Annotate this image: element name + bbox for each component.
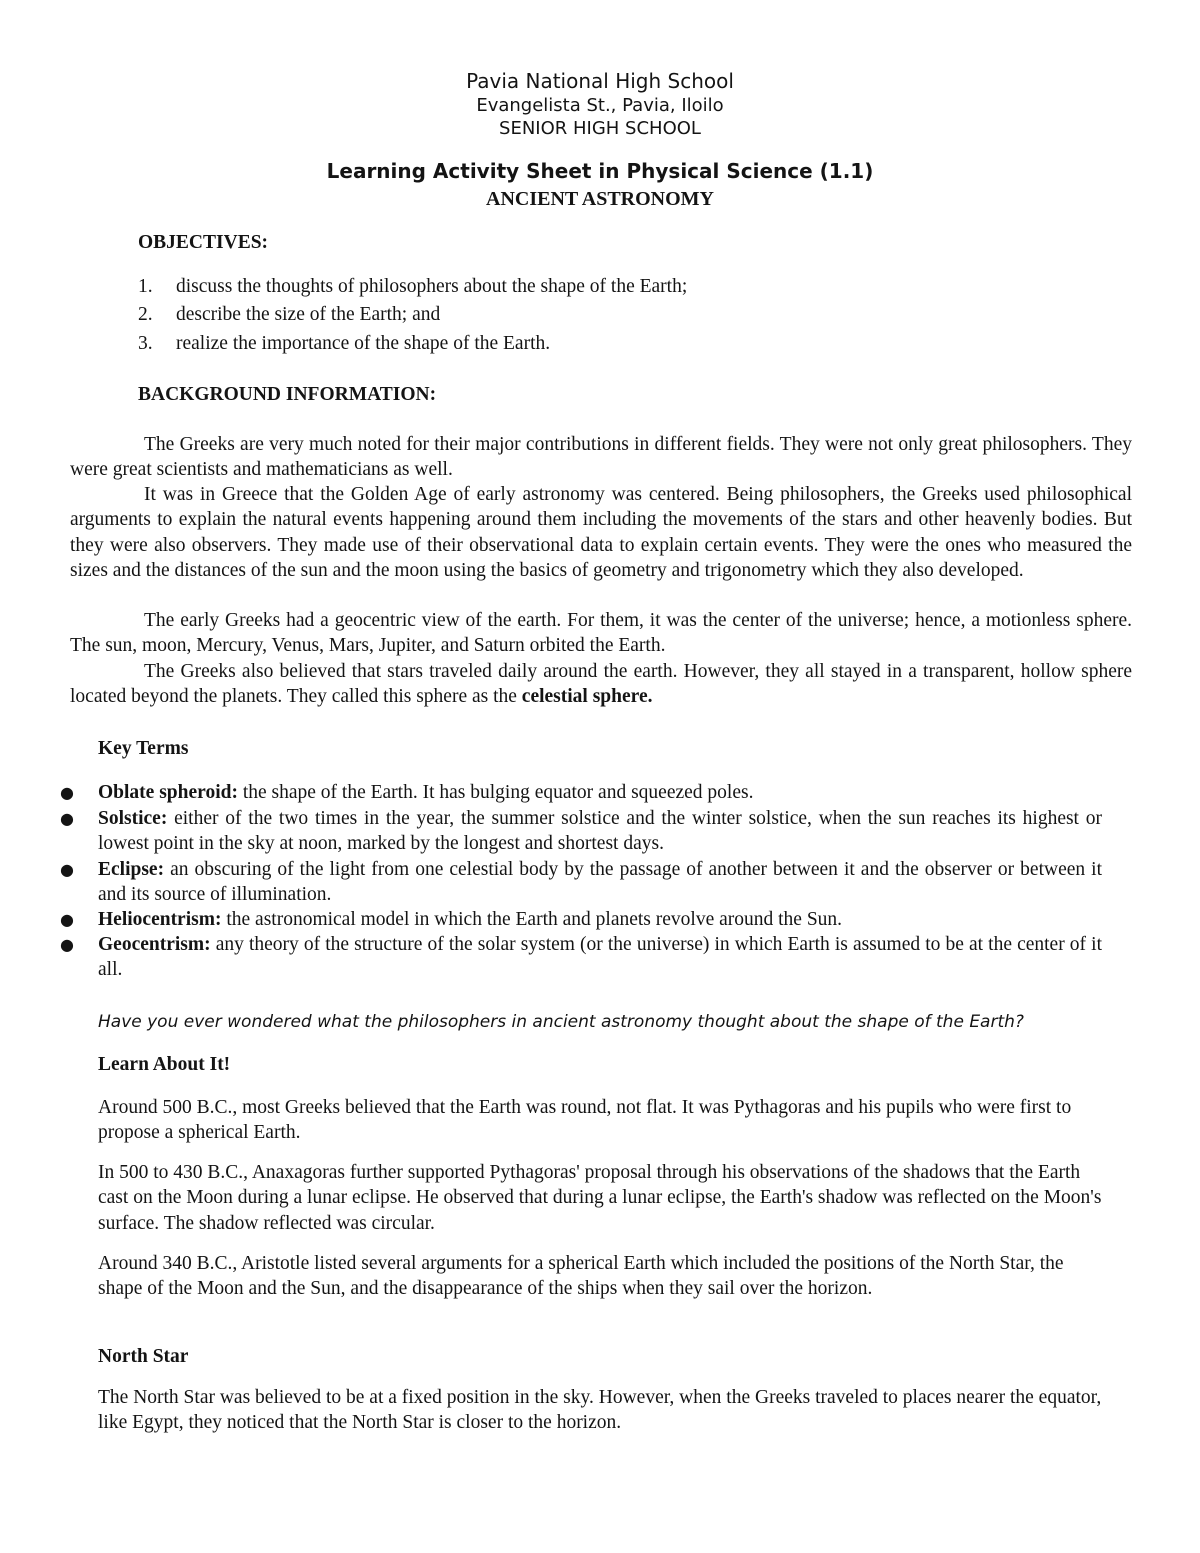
- background-heading: BACKGROUND INFORMATION:: [138, 384, 437, 405]
- bullet-icon: ●: [60, 935, 74, 954]
- objective-text: describe the size of the Earth; and: [176, 304, 441, 325]
- sheet-title: Learning Activity Sheet in Physical Science (1.1): [326, 159, 874, 183]
- key-term-item: [60, 932, 1102, 983]
- objective-number: 1.: [138, 276, 153, 297]
- background-paragraph-1: The Greeks are very much noted for their major contributions in different fields. They were not only great philosophers. They were great scientists and mathematicians as well.: [70, 434, 1132, 481]
- key-term-definition: the shape of the Earth. It has bulging equator and squeezed poles.: [237, 782, 754, 803]
- key-term-definition: the astronomical model in which the Earth and planets revolve around the Sun.: [221, 909, 843, 930]
- school-name: Pavia National High School: [466, 69, 734, 93]
- key-term: Eclipse:: [98, 859, 165, 880]
- learn-paragraph-2: In 500 to 430 B.C., Anaxagoras further supported Pythagoras' proposal through his observations of the shadows that the Earth cast on the Moon during a lunar eclipse. He observed that during a lunar eclipse, the Earth's shadow was reflected on the Moon's surface. The shadow reflected was circular.: [98, 1162, 1102, 1234]
- north-star-paragraph: The North Star was believed to be at a fixed position in the sky. However, when the Greeks traveled to places nearer the equator, like Egypt, they noticed that the North Star is closer to the horizon.: [98, 1387, 1102, 1434]
- key-term-definition: an obscuring of the light from one celestial body by the passage of another between it and the observer or between it and its source of illumination.: [98, 859, 1102, 906]
- celestial-sphere-term: celestial sphere.: [521, 686, 653, 708]
- objective-item: [138, 302, 441, 327]
- bullet-icon: ●: [60, 783, 74, 802]
- north-star-heading: North Star: [98, 1346, 189, 1367]
- objective-item: [138, 331, 551, 356]
- key-term: Solstice:: [98, 808, 168, 829]
- objective-text: discuss the thoughts of philosophers about the shape of the Earth;: [176, 276, 688, 297]
- learn-heading: Learn About It!: [98, 1054, 231, 1075]
- key-term-item: [60, 806, 1102, 857]
- learn-paragraph-1: Around 500 B.C., most Greeks believed that the Earth was round, not flat. It was Pythagoras and his pupils who were first to propose a spherical Earth.: [98, 1097, 1072, 1144]
- key-term: Geocentrism:: [98, 934, 211, 955]
- objective-number: 3.: [138, 333, 153, 354]
- key-term-item: [60, 857, 1102, 908]
- school-level: SENIOR HIGH SCHOOL: [499, 118, 701, 139]
- background-paragraph-4: [70, 659, 1132, 710]
- key-term: Heliocentrism:: [98, 909, 222, 930]
- objective-number: 2.: [138, 304, 153, 325]
- guiding-question: Have you ever wondered what the philosophers in ancient astronomy thought about the shape of the Earth?: [98, 1012, 1024, 1032]
- key-term: Oblate spheroid:: [98, 782, 238, 803]
- learn-paragraph-3: Around 340 B.C., Aristotle listed several arguments for a spherical Earth which included the positions of the North Star, the shape of the Moon and the Sun, and the disappearance of the ships when they sail over the horizon.: [98, 1253, 1064, 1300]
- school-address: Evangelista St., Pavia, Iloilo: [476, 95, 724, 116]
- key-term-item: [60, 780, 1102, 805]
- bullet-icon: ●: [60, 809, 74, 828]
- objective-text: realize the importance of the shape of the Earth.: [176, 333, 551, 354]
- key-term-definition: either of the two times in the year, the summer solstice and the winter solstice, when the sun reaches its highest or lowest point in the sky at noon, marked by the longest and shortest days.: [98, 808, 1102, 855]
- background-paragraph-3: The early Greeks had a geocentric view of the earth. For them, it was the center of the universe; hence, a motionless sphere. The sun, moon, Mercury, Venus, Mars, Jupiter, and Saturn orbited the Earth.: [70, 610, 1132, 657]
- key-terms-heading: Key Terms: [98, 738, 189, 759]
- objective-item: [138, 274, 688, 299]
- background-paragraph-4-text: The Greeks also believed that stars traveled daily around the earth. However, they all stayed in a transparent, hollow sphere located beyond the planets. They called this sphere as the: [70, 661, 1132, 708]
- bullet-icon: ●: [60, 910, 74, 929]
- objectives-heading: OBJECTIVES:: [138, 232, 269, 253]
- topic-title: ANCIENT ASTRONOMY: [486, 188, 714, 210]
- key-term-definition: any theory of the structure of the solar system (or the universe) in which Earth is assumed to be at the center of it all.: [98, 934, 1102, 981]
- bullet-icon: ●: [60, 860, 74, 879]
- background-paragraph-2: It was in Greece that the Golden Age of early astronomy was centered. Being philosophers, the Greeks used philosophical arguments to explain the natural events happening around them including the movements of the stars and other heavenly bodies. But they were also observers. They made use of their observational data to explain certain events. They were the ones who measured the sizes and the distances of the sun and the moon using the basics of geometry and trigonometry which they also developed.: [70, 484, 1132, 582]
- key-term-item: [60, 907, 1102, 932]
